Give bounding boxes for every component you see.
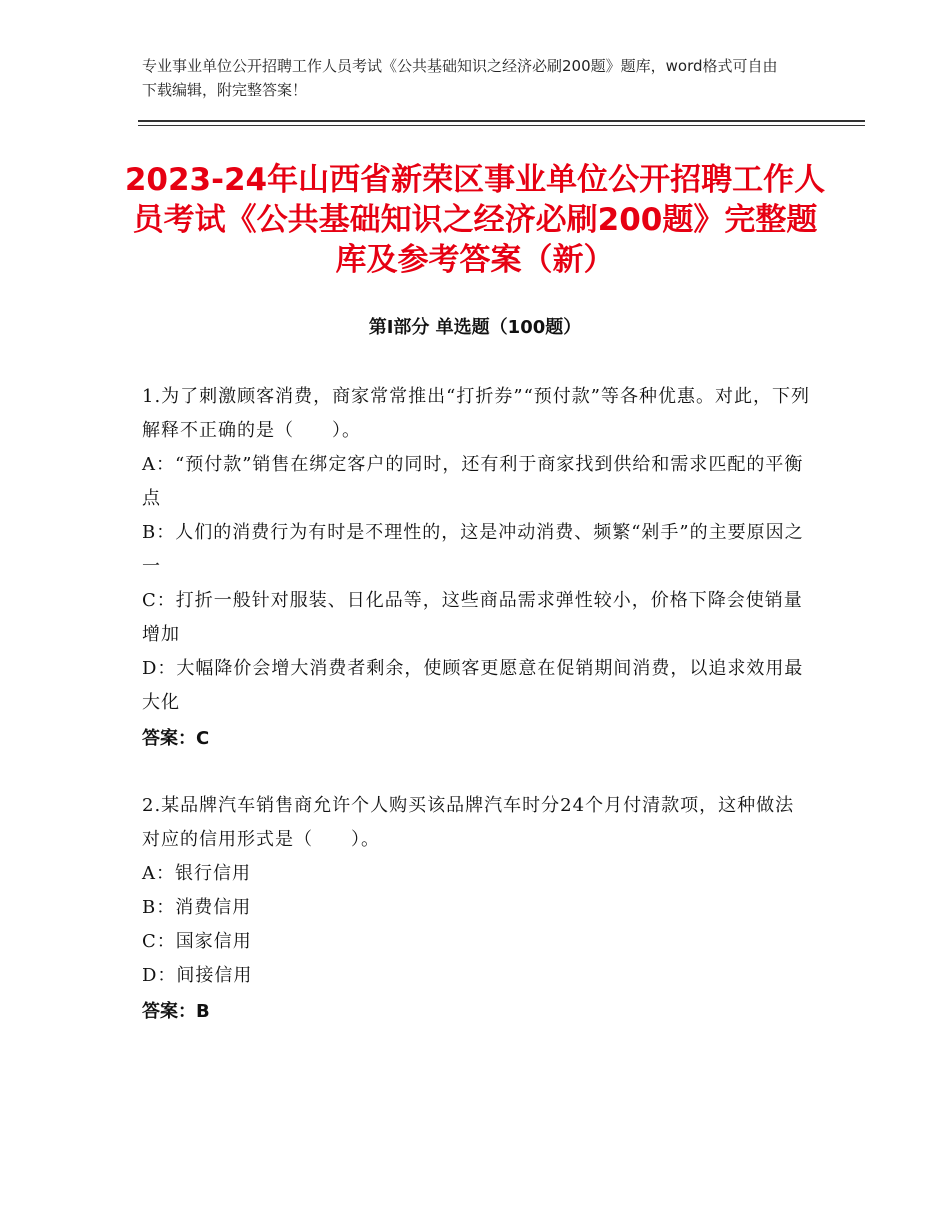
answer: 答案：C (142, 728, 210, 749)
question-1 (142, 380, 810, 756)
option-d: D：大幅降价会增大消费者剩余，使顾客更愿意在促销期间消费，以追求效用最大化 (142, 658, 804, 713)
option-b: B：人们的消费行为有时是不理性的，这是冲动消费、频繁“剁手”的主要原因之一 (142, 522, 804, 577)
option-b: B：消费信用 (142, 897, 252, 918)
question-stem: 1.为了刺激顾客消费，商家常常推出“打折券”“预付款”等各种优惠。对此，下列解释不正确的是（ ）。 (142, 386, 810, 441)
header-rule-thick (138, 120, 865, 122)
option-a: A：银行信用 (142, 863, 251, 884)
section-heading: 第Ⅰ部分 单选题（100题） (368, 317, 582, 338)
header-rule-thin (138, 125, 865, 126)
option-d: D：间接信用 (142, 965, 253, 986)
option-c: C：打折一般针对服装、日化品等，这些商品需求弹性较小，价格下降会使销量增加 (142, 590, 803, 645)
answer: 答案：B (142, 1001, 210, 1022)
option-a: A：“预付款”销售在绑定客户的同时，还有利于商家找到供给和需求匹配的平衡点 (142, 454, 804, 509)
document-title: 2023-24年山西省新荣区事业单位公开招聘工作人员考试《公共基础知识之经济必刷200题》完整题库及参考答案（新） (124, 162, 826, 278)
option-c: C：国家信用 (142, 931, 252, 952)
question-2 (142, 789, 810, 1029)
question-stem: 2.某品牌汽车销售商允许个人购买该品牌汽车时分24个月付清款项，这种做法对应的信用形式是（ ）。 (142, 795, 795, 850)
header-note: 专业事业单位公开招聘工作人员考试《公共基础知识之经济必刷200题》题库，word格式可自由下载编辑，附完整答案！ (142, 57, 778, 99)
